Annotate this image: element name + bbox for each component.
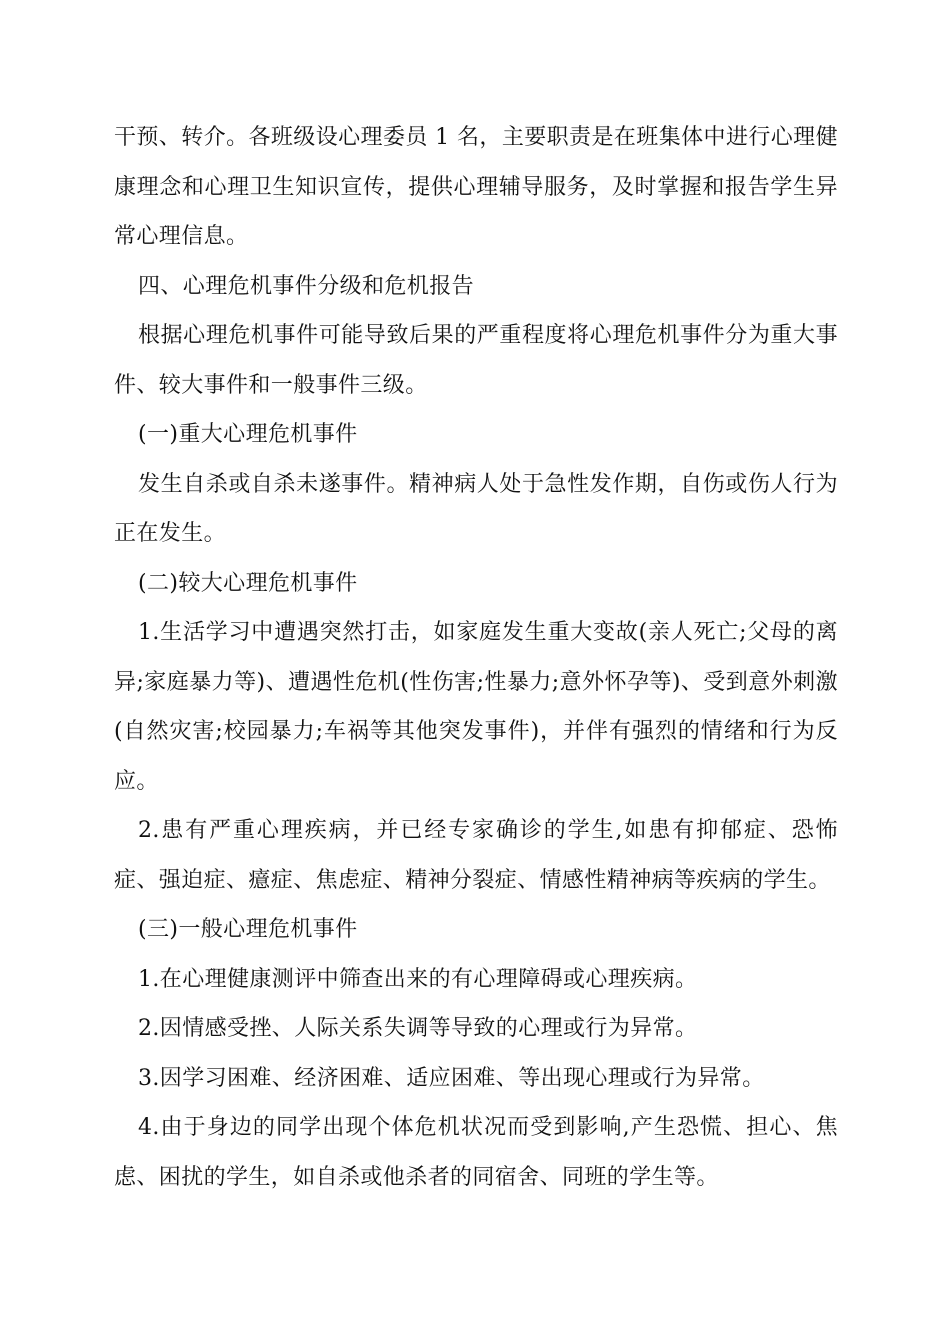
- list-item-general-2: 2.因情感受挫、人际关系失调等导致的心理或行为异常。: [138, 1016, 698, 1041]
- list-item-general-1: 1.在心理健康测评中筛查出来的有心理障碍或心理疾病。: [138, 966, 698, 992]
- section-heading-four: 四、心理危机事件分级和危机报告: [138, 273, 475, 299]
- subheading-major-crisis: (一)重大心理危机事件: [138, 422, 358, 447]
- list-item-serious-2: 2.患有严重心理疾病，并已经专家确诊的学生,如患有抑郁症、恐怖症、强迫症、癔症、焦虑症、精神分裂症、情感性精神病等疾病的学生。: [114, 818, 838, 893]
- list-item-serious-1: 1.生活学习中遭遇突然打击，如家庭发生重大变故(亲人死亡;父母的离异;家庭暴力等)、遭遇性危机(性伤害;性暴力;意外怀孕等)、受到意外刺激(自然灾害;校园暴力;车祸等其他突发事件)，并伴有强烈的情绪和行为反应。: [114, 620, 838, 794]
- paragraph-major-crisis: 发生自杀或自杀未遂事件。精神病人处于急性发作期，自伤或伤人行为正在发生。: [114, 471, 838, 546]
- paragraph-continuation: 干预、转介。各班级设心理委员 1 名，主要职责是在班集体中进行心理健康理念和心理卫生知识宣传，提供心理辅导服务，及时掌握和报告学生异常心理信息。: [114, 125, 838, 249]
- subheading-general-crisis: (三)一般心理危机事件: [138, 917, 358, 942]
- list-item-general-3: 3.因学习困难、经济困难、适应困难、等出现心理或行为异常。: [138, 1065, 765, 1091]
- paragraph-classification: 根据心理危机事件可能导致后果的严重程度将心理危机事件分为重大事件、较大事件和一般事件三级。: [114, 323, 838, 398]
- document-body: [114, 113, 838, 1202]
- subheading-serious-crisis: (二)较大心理危机事件: [138, 570, 358, 596]
- list-item-general-4: 4.由于身边的同学出现个体危机状况而受到影响,产生恐慌、担心、焦虑、困扰的学生，如自杀或他杀者的同宿舍、同班的学生等。: [114, 1115, 838, 1190]
